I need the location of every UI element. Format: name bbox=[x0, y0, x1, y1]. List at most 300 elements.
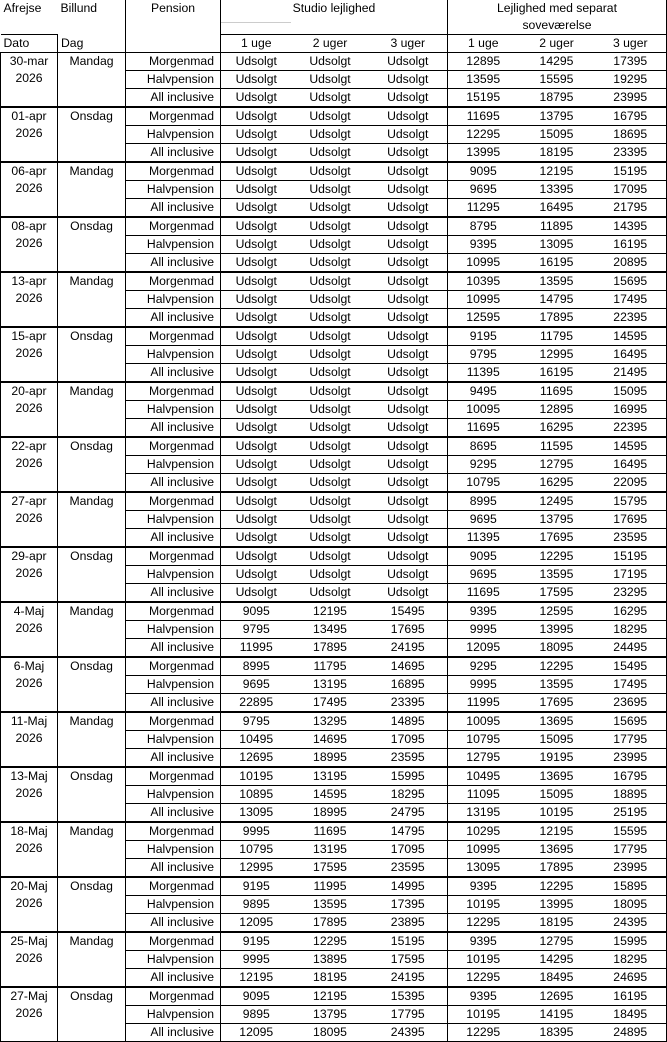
price-cell: Udsolgt bbox=[221, 291, 292, 309]
price-cell: 15095 bbox=[595, 382, 667, 401]
price-cell: 9695 bbox=[448, 511, 519, 529]
price-cell: 22395 bbox=[595, 419, 667, 438]
pension-type: Morgenmad bbox=[126, 437, 221, 456]
table-row bbox=[1, 932, 667, 951]
header-pension: Pension bbox=[126, 0, 221, 17]
price-cell: 24795 bbox=[369, 804, 448, 823]
departure-date: 20-apr bbox=[11, 384, 47, 398]
price-cell: Udsolgt bbox=[369, 144, 448, 163]
price-cell: 18795 bbox=[519, 89, 595, 108]
departure-date: 06-apr bbox=[11, 164, 47, 178]
pension-type: All inclusive bbox=[126, 254, 221, 273]
price-cell: Udsolgt bbox=[369, 401, 448, 419]
price-cell: 18195 bbox=[292, 969, 369, 988]
header-lejlighed-line1: Lejlighed med separat bbox=[448, 0, 667, 17]
price-cell: 11695 bbox=[292, 822, 369, 841]
price-cell: 12195 bbox=[292, 987, 369, 1006]
pension-type: Halvpension bbox=[126, 456, 221, 474]
departure-date: 6-Maj bbox=[13, 659, 45, 673]
table-row bbox=[1, 712, 667, 731]
price-cell: 9395 bbox=[448, 987, 519, 1006]
price-cell: 12795 bbox=[519, 932, 595, 951]
price-cell: Udsolgt bbox=[221, 401, 292, 419]
price-cell: 11395 bbox=[448, 364, 519, 383]
price-cell: 15795 bbox=[595, 492, 667, 511]
price-cell: 11995 bbox=[448, 694, 519, 713]
pension-type: Morgenmad bbox=[126, 822, 221, 841]
price-cell: Udsolgt bbox=[369, 456, 448, 474]
header-dag: Dag bbox=[58, 35, 126, 53]
price-cell: Udsolgt bbox=[292, 162, 369, 181]
price-cell: 8795 bbox=[448, 217, 519, 236]
price-cell: 9195 bbox=[448, 327, 519, 346]
price-cell: Udsolgt bbox=[221, 492, 292, 511]
price-cell: 17595 bbox=[369, 951, 448, 969]
departure-year: 2026 bbox=[15, 401, 43, 415]
price-cell: 13695 bbox=[519, 767, 595, 786]
price-cell: 18495 bbox=[519, 969, 595, 988]
price-cell: Udsolgt bbox=[369, 272, 448, 291]
price-cell: 12295 bbox=[292, 932, 369, 951]
price-cell: Udsolgt bbox=[369, 217, 448, 236]
price-cell: 13995 bbox=[519, 896, 595, 914]
price-cell: 13295 bbox=[292, 712, 369, 731]
pension-type: Halvpension bbox=[126, 566, 221, 584]
price-cell: 17495 bbox=[292, 694, 369, 713]
departure-date: 30-mar bbox=[9, 54, 49, 68]
price-cell: 21795 bbox=[595, 199, 667, 218]
price-cell: 13995 bbox=[519, 621, 595, 639]
price-cell: Udsolgt bbox=[292, 309, 369, 328]
pension-type: Halvpension bbox=[126, 621, 221, 639]
header-afrejse: Afrejse bbox=[3, 1, 42, 15]
price-cell: 12595 bbox=[519, 602, 595, 621]
price-cell: 17895 bbox=[519, 309, 595, 328]
price-cell: 10195 bbox=[221, 767, 292, 786]
price-cell: 12495 bbox=[519, 492, 595, 511]
departure-year: 2026 bbox=[15, 566, 43, 580]
departure-date: 22-apr bbox=[11, 439, 47, 453]
price-cell: Udsolgt bbox=[221, 199, 292, 218]
price-cell: 14395 bbox=[595, 217, 667, 236]
pension-type: Halvpension bbox=[126, 401, 221, 419]
price-cell: 10795 bbox=[221, 841, 292, 859]
price-cell: 15095 bbox=[519, 126, 595, 144]
price-cell: 14295 bbox=[519, 951, 595, 969]
price-cell: 12295 bbox=[448, 1024, 519, 1042]
price-cell: Udsolgt bbox=[292, 456, 369, 474]
departure-day: Mandag bbox=[58, 162, 126, 217]
departure-date: 29-apr bbox=[11, 549, 47, 563]
price-cell: 14995 bbox=[369, 877, 448, 896]
table-row bbox=[1, 327, 667, 346]
table-row bbox=[1, 877, 667, 896]
price-cell: Udsolgt bbox=[221, 181, 292, 199]
price-cell: Udsolgt bbox=[369, 346, 448, 364]
price-cell: 15195 bbox=[595, 162, 667, 181]
price-cell: 15595 bbox=[519, 71, 595, 89]
price-cell: Udsolgt bbox=[292, 53, 369, 71]
price-cell: Udsolgt bbox=[369, 511, 448, 529]
price-cell: 9995 bbox=[448, 621, 519, 639]
price-cell: 11695 bbox=[448, 107, 519, 126]
price-cell: 21495 bbox=[595, 364, 667, 383]
departure-date-cell bbox=[1, 712, 58, 767]
departure-year: 2026 bbox=[15, 951, 43, 965]
departure-date-cell bbox=[1, 53, 58, 108]
table-row bbox=[1, 437, 667, 456]
price-cell: 17195 bbox=[595, 566, 667, 584]
pension-type: All inclusive bbox=[126, 914, 221, 933]
departure-year: 2026 bbox=[15, 896, 43, 910]
price-cell: 10795 bbox=[448, 474, 519, 493]
departure-date-cell bbox=[1, 877, 58, 932]
price-cell: 10195 bbox=[448, 896, 519, 914]
price-cell: 18295 bbox=[595, 621, 667, 639]
price-cell: 17895 bbox=[292, 639, 369, 658]
pension-type: All inclusive bbox=[126, 364, 221, 383]
price-cell: Udsolgt bbox=[292, 107, 369, 126]
price-cell: 10195 bbox=[448, 1006, 519, 1024]
pension-type: Morgenmad bbox=[126, 932, 221, 951]
price-cell: 19295 bbox=[595, 71, 667, 89]
price-cell: 16495 bbox=[595, 456, 667, 474]
price-cell: 11995 bbox=[221, 639, 292, 658]
price-cell: 17595 bbox=[292, 859, 369, 878]
pension-type: Morgenmad bbox=[126, 382, 221, 401]
departure-day: Onsdag bbox=[58, 437, 126, 492]
departure-day: Mandag bbox=[58, 382, 126, 437]
price-cell: 10195 bbox=[519, 804, 595, 823]
price-cell: Udsolgt bbox=[369, 89, 448, 108]
pension-type: All inclusive bbox=[126, 309, 221, 328]
pension-type: Halvpension bbox=[126, 896, 221, 914]
pension-type: Halvpension bbox=[126, 951, 221, 969]
pension-type: All inclusive bbox=[126, 639, 221, 658]
price-cell: 15095 bbox=[519, 731, 595, 749]
price-cell: Udsolgt bbox=[221, 254, 292, 273]
price-cell: 13595 bbox=[519, 676, 595, 694]
price-cell: Udsolgt bbox=[369, 364, 448, 383]
price-cell: 13695 bbox=[519, 841, 595, 859]
price-cell: 12895 bbox=[448, 53, 519, 71]
price-cell: 12995 bbox=[519, 346, 595, 364]
duration-header: 1 uge bbox=[221, 35, 292, 53]
price-cell: 17395 bbox=[369, 896, 448, 914]
price-cell: Udsolgt bbox=[292, 217, 369, 236]
price-cell: Udsolgt bbox=[369, 529, 448, 548]
pension-type: Halvpension bbox=[126, 731, 221, 749]
price-cell: 13895 bbox=[292, 951, 369, 969]
price-cell: Udsolgt bbox=[221, 511, 292, 529]
departure-day: Onsdag bbox=[58, 217, 126, 272]
departure-year: 2026 bbox=[15, 676, 43, 690]
price-cell: Udsolgt bbox=[292, 272, 369, 291]
price-cell: 23595 bbox=[369, 749, 448, 768]
departure-day: Mandag bbox=[58, 53, 126, 108]
price-cell: 9795 bbox=[448, 346, 519, 364]
price-cell: 14895 bbox=[369, 712, 448, 731]
price-cell: 11695 bbox=[519, 382, 595, 401]
pension-type: Halvpension bbox=[126, 1006, 221, 1024]
price-cell: 13095 bbox=[519, 236, 595, 254]
price-cell: 23595 bbox=[595, 529, 667, 548]
price-cell: 9295 bbox=[448, 657, 519, 676]
price-cell: Udsolgt bbox=[369, 474, 448, 493]
pension-type: Morgenmad bbox=[126, 547, 221, 566]
price-cell: 9095 bbox=[448, 162, 519, 181]
price-cell: 18095 bbox=[519, 639, 595, 658]
price-cell: 13195 bbox=[448, 804, 519, 823]
pension-type: All inclusive bbox=[126, 89, 221, 108]
price-cell: 22095 bbox=[595, 474, 667, 493]
price-cell: Udsolgt bbox=[292, 236, 369, 254]
departure-day: Mandag bbox=[58, 712, 126, 767]
price-cell: Udsolgt bbox=[292, 547, 369, 566]
price-cell: 18195 bbox=[519, 144, 595, 163]
table-row bbox=[1, 657, 667, 676]
price-cell: 14695 bbox=[292, 731, 369, 749]
price-cell: Udsolgt bbox=[221, 529, 292, 548]
pension-type: Halvpension bbox=[126, 786, 221, 804]
departure-day: Mandag bbox=[58, 932, 126, 987]
price-cell: 8695 bbox=[448, 437, 519, 456]
price-cell: 17495 bbox=[595, 291, 667, 309]
departure-year: 2026 bbox=[15, 291, 43, 305]
price-cell: Udsolgt bbox=[369, 162, 448, 181]
departure-day: Onsdag bbox=[58, 107, 126, 162]
pension-type: All inclusive bbox=[126, 694, 221, 713]
price-cell: Udsolgt bbox=[369, 547, 448, 566]
price-cell: 12695 bbox=[519, 987, 595, 1006]
price-cell: Udsolgt bbox=[292, 584, 369, 603]
price-cell: Udsolgt bbox=[292, 529, 369, 548]
price-cell: 16295 bbox=[519, 419, 595, 438]
price-cell: 16795 bbox=[595, 767, 667, 786]
price-cell: 18195 bbox=[519, 914, 595, 933]
price-cell: Udsolgt bbox=[221, 126, 292, 144]
price-cell: 9795 bbox=[221, 712, 292, 731]
table-row bbox=[1, 382, 667, 401]
price-cell: 18695 bbox=[595, 126, 667, 144]
price-cell: 15095 bbox=[519, 786, 595, 804]
duration-header: 2 uger bbox=[519, 35, 595, 53]
departure-day: Mandag bbox=[58, 272, 126, 327]
pension-type: All inclusive bbox=[126, 749, 221, 768]
price-cell: 9395 bbox=[448, 932, 519, 951]
price-cell: 13995 bbox=[448, 144, 519, 163]
price-cell: 9395 bbox=[448, 877, 519, 896]
price-cell: 9695 bbox=[448, 181, 519, 199]
price-cell: Udsolgt bbox=[369, 181, 448, 199]
price-cell: Udsolgt bbox=[369, 309, 448, 328]
price-cell: 24395 bbox=[369, 1024, 448, 1042]
price-cell: Udsolgt bbox=[221, 419, 292, 438]
departure-year: 2026 bbox=[15, 621, 43, 635]
price-cell: 16195 bbox=[595, 236, 667, 254]
price-cell: 12295 bbox=[519, 547, 595, 566]
price-cell: Udsolgt bbox=[221, 364, 292, 383]
price-cell: Udsolgt bbox=[292, 382, 369, 401]
price-cell: 11595 bbox=[519, 437, 595, 456]
departure-date: 13-apr bbox=[11, 274, 47, 288]
price-cell: Udsolgt bbox=[369, 254, 448, 273]
pension-type: Halvpension bbox=[126, 841, 221, 859]
price-cell: 12095 bbox=[448, 639, 519, 658]
price-cell: 9695 bbox=[221, 676, 292, 694]
price-cell: 13795 bbox=[519, 511, 595, 529]
price-cell: Udsolgt bbox=[292, 291, 369, 309]
price-cell: 19195 bbox=[519, 749, 595, 768]
price-cell: 11095 bbox=[448, 786, 519, 804]
price-cell: Udsolgt bbox=[221, 346, 292, 364]
price-cell: 24395 bbox=[595, 914, 667, 933]
price-cell: 17595 bbox=[519, 584, 595, 603]
header-dato: Dato bbox=[1, 35, 58, 53]
price-cell: 10295 bbox=[448, 822, 519, 841]
pension-type: Morgenmad bbox=[126, 657, 221, 676]
price-cell: Udsolgt bbox=[369, 566, 448, 584]
price-cell: 9395 bbox=[448, 602, 519, 621]
price-cell: 10095 bbox=[448, 712, 519, 731]
table-row bbox=[1, 547, 667, 566]
duration-header: 1 uge bbox=[448, 35, 519, 53]
price-cell: 9095 bbox=[221, 987, 292, 1006]
price-cell: 18095 bbox=[292, 1024, 369, 1042]
departure-year: 2026 bbox=[15, 841, 43, 855]
pension-type: Morgenmad bbox=[126, 877, 221, 896]
price-cell: 17795 bbox=[595, 841, 667, 859]
price-cell: 13595 bbox=[292, 896, 369, 914]
pension-type: Morgenmad bbox=[126, 162, 221, 181]
price-cell: 11295 bbox=[448, 199, 519, 218]
departure-day: Mandag bbox=[58, 602, 126, 657]
price-cell: Udsolgt bbox=[292, 437, 369, 456]
duration-header: 2 uger bbox=[292, 35, 369, 53]
price-cell: Udsolgt bbox=[369, 419, 448, 438]
price-cell: 12795 bbox=[448, 749, 519, 768]
price-cell: Udsolgt bbox=[221, 327, 292, 346]
departure-date-cell bbox=[1, 107, 58, 162]
price-cell: 13095 bbox=[448, 859, 519, 878]
price-cell: Udsolgt bbox=[292, 327, 369, 346]
pension-type: Morgenmad bbox=[126, 107, 221, 126]
price-cell: 16295 bbox=[595, 602, 667, 621]
price-cell: 9995 bbox=[221, 951, 292, 969]
table-row bbox=[1, 217, 667, 236]
price-cell: 9295 bbox=[448, 456, 519, 474]
price-cell: 14195 bbox=[519, 1006, 595, 1024]
price-cell: Udsolgt bbox=[292, 419, 369, 438]
price-cell: 15195 bbox=[369, 932, 448, 951]
table-row bbox=[1, 822, 667, 841]
departure-year: 2026 bbox=[15, 786, 43, 800]
departure-year: 2026 bbox=[15, 456, 43, 470]
price-cell: Udsolgt bbox=[292, 364, 369, 383]
pension-type: All inclusive bbox=[126, 584, 221, 603]
price-cell: Udsolgt bbox=[221, 144, 292, 163]
price-cell: 23395 bbox=[595, 144, 667, 163]
price-cell: Udsolgt bbox=[292, 401, 369, 419]
pension-type: All inclusive bbox=[126, 969, 221, 988]
price-cell: 10495 bbox=[448, 767, 519, 786]
price-cell: 11795 bbox=[292, 657, 369, 676]
price-cell: 13595 bbox=[519, 272, 595, 291]
pension-type: All inclusive bbox=[126, 419, 221, 438]
price-cell: 17695 bbox=[369, 621, 448, 639]
price-cell: 15695 bbox=[595, 712, 667, 731]
price-cell: Udsolgt bbox=[292, 346, 369, 364]
table-row bbox=[1, 767, 667, 786]
price-cell: 12895 bbox=[519, 401, 595, 419]
departure-day: Onsdag bbox=[58, 877, 126, 932]
table-row bbox=[1, 53, 667, 71]
price-cell: 14295 bbox=[519, 53, 595, 71]
price-cell: 11395 bbox=[448, 529, 519, 548]
price-cell: Udsolgt bbox=[369, 236, 448, 254]
price-cell: 22895 bbox=[221, 694, 292, 713]
pension-type: All inclusive bbox=[126, 1024, 221, 1042]
departure-date-cell bbox=[1, 217, 58, 272]
price-cell: Udsolgt bbox=[221, 437, 292, 456]
price-cell: 14795 bbox=[369, 822, 448, 841]
studio-underline bbox=[221, 22, 291, 23]
price-cell: Udsolgt bbox=[221, 53, 292, 71]
pension-type: Morgenmad bbox=[126, 987, 221, 1006]
departure-year: 2026 bbox=[15, 236, 43, 250]
price-cell: 8995 bbox=[221, 657, 292, 676]
price-cell: 18495 bbox=[595, 1006, 667, 1024]
departure-day: Mandag bbox=[58, 822, 126, 877]
price-cell: 10995 bbox=[448, 291, 519, 309]
departure-date: 20-Maj bbox=[10, 879, 48, 893]
price-cell: 16495 bbox=[595, 346, 667, 364]
table-row bbox=[1, 602, 667, 621]
pension-type: Morgenmad bbox=[126, 712, 221, 731]
departure-date-cell bbox=[1, 327, 58, 382]
departure-day: Mandag bbox=[58, 492, 126, 547]
departure-year: 2026 bbox=[15, 71, 43, 85]
price-cell: Udsolgt bbox=[369, 291, 448, 309]
header-studio: Studio lejlighed bbox=[221, 0, 448, 17]
pension-type: Halvpension bbox=[126, 236, 221, 254]
price-cell: 9695 bbox=[448, 566, 519, 584]
departure-date: 4-Maj bbox=[13, 604, 45, 618]
header-billund: Billund bbox=[60, 1, 98, 15]
price-cell: Udsolgt bbox=[221, 217, 292, 236]
price-cell: 14595 bbox=[292, 786, 369, 804]
price-cell: 24695 bbox=[595, 969, 667, 988]
departure-date-cell bbox=[1, 382, 58, 437]
price-cell: 17695 bbox=[519, 694, 595, 713]
price-cell: Udsolgt bbox=[221, 584, 292, 603]
price-cell: Udsolgt bbox=[369, 327, 448, 346]
price-cell: Udsolgt bbox=[221, 566, 292, 584]
price-cell: 9995 bbox=[221, 822, 292, 841]
price-cell: 18295 bbox=[595, 951, 667, 969]
departure-date: 13-Maj bbox=[10, 769, 48, 783]
price-cell: 12295 bbox=[448, 969, 519, 988]
price-cell: Udsolgt bbox=[292, 492, 369, 511]
price-cell: 12695 bbox=[221, 749, 292, 768]
price-cell: Udsolgt bbox=[292, 144, 369, 163]
header-lejlighed-line2: soveværelse bbox=[448, 17, 667, 35]
table-row bbox=[1, 492, 667, 511]
departure-year: 2026 bbox=[15, 731, 43, 745]
pension-type: All inclusive bbox=[126, 529, 221, 548]
duration-header: 3 uger bbox=[369, 35, 448, 53]
price-cell: Udsolgt bbox=[221, 309, 292, 328]
